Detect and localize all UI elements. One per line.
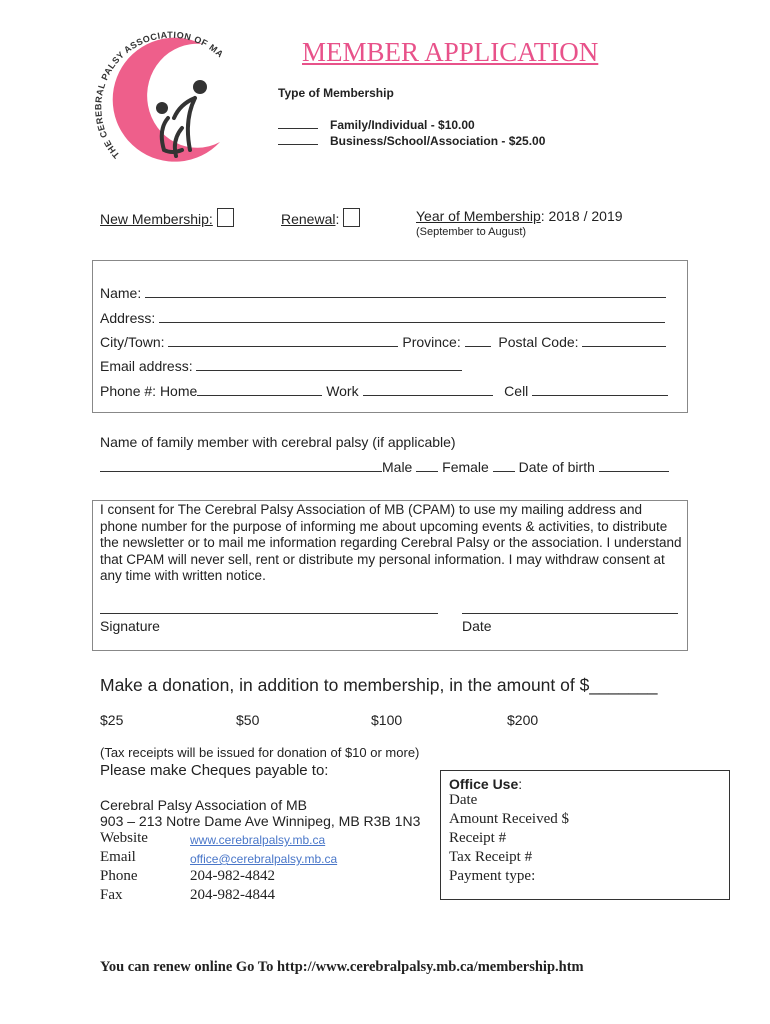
fax-label: Fax [100, 887, 123, 903]
cell-phone-field[interactable] [532, 383, 668, 396]
address-row: Address: [100, 310, 665, 326]
logo-graphic [92, 30, 242, 180]
city-row: City/Town: Province: Postal Code: [100, 334, 666, 350]
membership-option-business[interactable]: Business/School/Association - $25.00 [278, 132, 545, 148]
tax-note: (Tax receipts will be issued for donation of $10 or more) [100, 745, 420, 760]
office-field-amount: Amount Received $ [449, 811, 569, 827]
year-of-membership: Year of Membership: 2018 / 2019 [416, 208, 623, 224]
membership-type-label: Type of Membership [278, 86, 394, 100]
date-label: Date [462, 618, 492, 634]
province-field[interactable] [465, 334, 491, 347]
phone-value: 204-982-4842 [190, 868, 275, 884]
phone-label: Phone [100, 868, 138, 884]
family-member-name-field[interactable] [100, 459, 382, 472]
city-field[interactable] [168, 334, 398, 347]
office-field-date: Date [449, 792, 478, 808]
email-link[interactable]: office@cerebralpalsy.mb.ca [190, 852, 338, 866]
email-row: Email address: [100, 358, 462, 374]
renewal-checkbox[interactable] [343, 208, 360, 227]
address-field[interactable] [159, 310, 665, 323]
family-member-label: Name of family member with cerebral palsy (if applicable) [100, 434, 456, 450]
name-field[interactable] [145, 285, 666, 298]
office-field-receipt: Receipt # [449, 830, 507, 846]
family-member-row: Male Female Date of birth [100, 459, 669, 475]
year-note: (September to August) [416, 226, 527, 238]
donation-heading: Make a donation, in addition to membership, in the amount of $_______ [100, 675, 658, 695]
male-field[interactable] [416, 459, 438, 472]
donation-amount-50[interactable]: $50 [236, 712, 260, 728]
fax-value: 204-982-4844 [190, 887, 275, 903]
membership-option-family[interactable]: Family/Individual - $10.00 [278, 116, 475, 132]
website-link[interactable]: www.cerebralpalsy.mb.ca [190, 833, 326, 847]
consent-text: I consent for The Cerebral Palsy Association of MB (CPAM) to use my mailing address and phone number for the purpose of informing me about upcoming events & activities, to distribute the newsletter or to mail me information regarding Cerebral Palsy or the association. I understand that CPAM will never sell, rent or distribute my personal information. I may withdraw consent at any time with written notice. [100, 502, 682, 583]
donation-amount-200[interactable]: $200 [507, 712, 539, 728]
renewal: Renewal: [281, 208, 360, 227]
website-label: Website [100, 830, 148, 846]
home-phone-field[interactable] [197, 383, 322, 396]
date-line[interactable] [462, 613, 678, 614]
name-row: Name: [100, 285, 666, 301]
new-membership-checkbox[interactable] [217, 208, 234, 227]
email-field[interactable] [196, 358, 462, 371]
footer-renew-online: You can renew online Go To http://www.cerebralpalsy.mb.ca/membership.htm [100, 959, 584, 975]
office-use-title: Office Use: [449, 776, 523, 792]
phone-row: Phone #: Home Work Cell [100, 383, 668, 399]
female-field[interactable] [493, 459, 515, 472]
donation-amount-100[interactable]: $100 [371, 712, 403, 728]
business-option-blank[interactable] [278, 132, 318, 145]
cheques-label: Please make Cheques payable to: [100, 762, 329, 779]
office-field-tax-receipt: Tax Receipt # [449, 849, 533, 865]
new-membership: New Membership: [100, 208, 234, 227]
page-title: MEMBER APPLICATION [302, 37, 599, 67]
office-field-payment: Payment type: [449, 868, 536, 884]
association-logo [92, 30, 242, 180]
postal-code-field[interactable] [582, 334, 666, 347]
work-phone-field[interactable] [363, 383, 493, 396]
family-option-blank[interactable] [278, 116, 318, 129]
logo-arc-text: THE CEREBRAL PALSY ASSOCIATION OF MA [93, 30, 226, 161]
signature-label: Signature [100, 618, 160, 634]
signature-line[interactable] [100, 613, 438, 614]
date-of-birth-field[interactable] [599, 459, 669, 472]
org-name: Cerebral Palsy Association of MB [100, 797, 307, 813]
org-street: 903 – 213 Notre Dame Ave Winnipeg, MB R3B 1N3 [100, 813, 421, 829]
donation-amount-25[interactable]: $25 [100, 712, 124, 728]
email-label: Email [100, 849, 136, 865]
